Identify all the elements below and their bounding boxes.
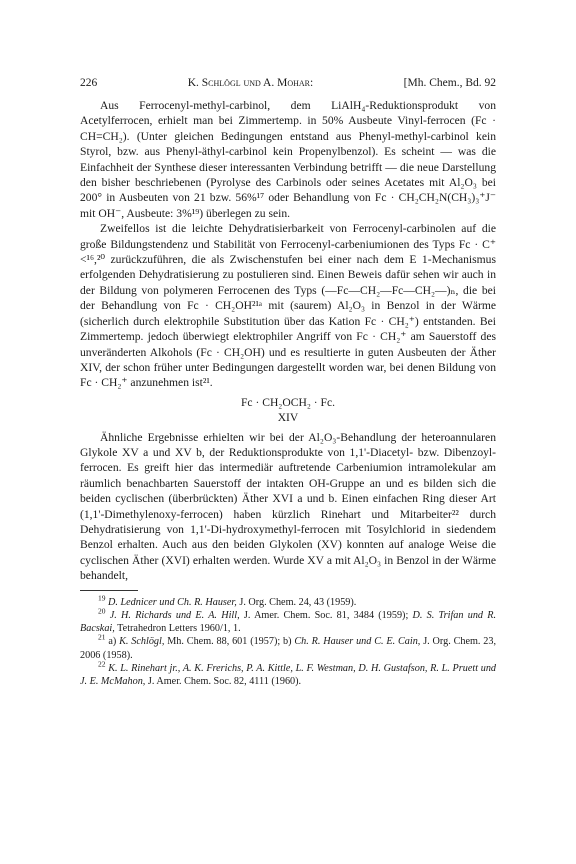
footnote-rule xyxy=(80,590,138,591)
footnote-citation: Tetrahedron Letters 1960/1, 1. xyxy=(117,623,241,635)
footnote-authors: D. S. Trifan und R. Bacskai, xyxy=(80,609,497,635)
footnote-number: 20 xyxy=(98,606,106,616)
journal-page xyxy=(80,76,496,689)
footnote-22 xyxy=(80,659,497,689)
footnote-number: 22 xyxy=(98,659,106,669)
running-head-journal: [Mh. Chem., Bd. 92 xyxy=(403,77,496,89)
footnote-citation: J. Org. Chem. 24, 43 (1959). xyxy=(239,596,357,608)
footnote-authors: D. Lednicer und Ch. R. Hauser, xyxy=(108,596,237,608)
paragraph-3: Ähnliche Ergebnisse erhielten wir bei der Al₂O₃-Behandlung der heteroannularen Glykole XV a und XV b, der Reduktionsprodukte von 1,1'-Diacetyl- bzw. Dibenzoyl-ferrocen. Es greift hier das intermediär auftretende Carbeniumion intramolekular am räumlich benachbarten Sauerstoff der intakten OH-Gruppe an und es bilden sich die beiden cyclischen (überbrückten) Äther XVI a und b. Einen einfachen Ring dieser Art (1,1'-Dimethylenoxy-ferrocen) haben kürzlich Rinehart und Mitarbeiter²² durch Dehydratisierung von 1,1'-Di-hydroxymethyl-ferrocen mit Tosylchlorid in siedendem Benzol erhalten. Auch aus den beiden Glykolen (XV) konnten auf analoge Weise die cyclischen Äther (XVI) erhalten werden. Wurde XV a mit Al₂O₃ in Benzol in der Wärme behandelt, xyxy=(80,430,496,583)
footnote-authors: K. Schlögl, xyxy=(119,636,165,648)
paragraph-1: Aus Ferrocenyl-methyl-carbinol, dem LiAlH₄-Reduktionsprodukt von Acetylferrocen, erhielt man bei Zimmertemp. in 50% Ausbeute Vinyl-ferrocen (Fc · CH=CH₂). (Unter gleichen Bedingungen entstand aus Phenyl-methyl-carbinol kein Styrol, bzw. aus Phenyl-äthyl-carbinol kein Propenylbenzol). Es scheint — was die Einfachheit der Synthese dieser interessanten Verbindung betrifft — die neue Darstellung den bisher beschriebenen (Pyrolyse des Carbinols oder seines Acetates mit Al₂O₃ bei 200° in Ausbeuten von 21 bzw. 56%¹⁷ oder Behandlung von Fc · CH₂CH₂N(CH₃)₃⁺J⁻ mit OH⁻, Ausbeute: 3%¹⁹) überlegen zu sein. xyxy=(80,99,496,220)
footnote-citation: J. Org. Chem. 23, 2006 (1958). xyxy=(80,636,497,661)
footnote-19 xyxy=(80,593,496,609)
footnote-citation: J. Amer. Chem. Soc. 81, 3484 (1959); xyxy=(243,609,409,621)
footnote-21 xyxy=(80,635,496,662)
footnote-citation: J. Amer. Chem. Soc. 82, 4111 (1960). xyxy=(147,676,302,688)
footnote-number: 19 xyxy=(98,593,106,603)
footnote-part-label: a) xyxy=(108,636,117,648)
footnote-authors: K. L. Rinehart jr., A. K. Frerichs, P. A. Kittle, L. F. Westman, D. H. Gustafson, R. L. Pruett und J. E. McMahon, xyxy=(80,663,497,688)
footnote-authors: J. H. Richards und E. A. Hill, xyxy=(109,609,240,621)
footnote-20 xyxy=(80,606,497,636)
page-number: 226 xyxy=(80,77,98,89)
formula-xiv: Fc · CH₂OCH₂ · Fc. xyxy=(240,395,336,409)
footnotes xyxy=(80,593,497,689)
paragraph-2: Zweifellos ist die leichte Dehydratisierbarkeit von Ferrocenyl-carbinolen auf die große Bildungstendenz und Stabilität von Ferrocenyl-carbeniumionen des Typs Fc · C⁺ <¹⁶,²⁰ zurückzuführen, die als Zwischenstufen bei einer nach dem E 1-Mechanismus erfolgenden Dehydratisierung zu postulieren sind. Einen Beweis dafür sehen wir auch in der Bildung von polymeren Ferrocenen des Typs (—Fc—CH₂—Fc—CH₂—)ₙ, die bei der Behandlung von Fc · CH₂OH²¹ᵃ mit (saurem) Al₂O₃ in Benzol in der Wärme (sicherlich durch elektrophile Substitution über das Kation Fc · CH₂⁺) entstanden. Bei Zimmertemp. jedoch überwiegt elektrophiler Angriff von Fc · CH₂⁺ am Sauerstoff des unveränderten Alkohols (Fc · CH₂OH) und es resultierte in guten Ausbeuten der Äther XIV, der schon früher unter Bedingungen dargestellt worden war, bei denen Bildung von Fc · CH₂⁺ anzunehmen ist²¹. xyxy=(80,222,496,390)
formula-label-xiv: XIV xyxy=(277,411,299,425)
footnote-number: 21 xyxy=(98,633,106,643)
running-head-authors: K. Schlögl und A. Mohar: xyxy=(187,77,314,89)
footnote-citation: Mh. Chem. 88, 601 (1957); b) xyxy=(167,636,292,648)
footnote-authors: Ch. R. Hauser und C. E. Cain, xyxy=(294,636,421,648)
running-head xyxy=(80,76,496,90)
